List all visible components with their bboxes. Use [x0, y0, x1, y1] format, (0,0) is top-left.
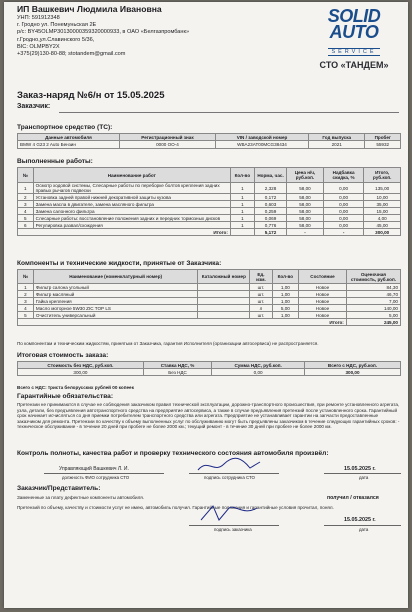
parts-cell: 7,00: [346, 298, 400, 305]
works-cell: 4,00: [364, 215, 401, 222]
control-date: 15.05.2025 г.: [344, 466, 376, 472]
parts-header: Оценочная стоимость, руб.коп.: [346, 270, 400, 284]
works-cell: 58,00: [287, 208, 324, 215]
works-cell: Установка задней правой нижней декоративной защиты кузова: [33, 194, 230, 201]
parts-total-row: [18, 319, 401, 326]
parts-cell: шт.: [250, 298, 272, 305]
logo-word-auto: AUTO: [329, 22, 379, 42]
customer-rep-title: Заказчик/Представитель:: [17, 485, 101, 492]
works-cell: 0,00: [323, 194, 364, 201]
works-cell: 1: [230, 215, 254, 222]
table-row: [18, 183, 401, 194]
works-cell: 0,00: [323, 222, 364, 229]
parts-header: Ед. изм.: [250, 270, 272, 284]
company-name: ИП Вашкевич Людмила Ивановна: [17, 4, 162, 14]
parts-section-title: Компоненты и технические жидкости, принятые от Заказчика:: [17, 260, 222, 267]
parts-cell: 1,00: [272, 298, 299, 305]
totals-table: [17, 361, 401, 376]
vehicle-year: 2021: [309, 141, 365, 149]
totals-vat-rate: Без НДС: [143, 369, 211, 376]
totals-vat-sum: 0,00: [212, 369, 305, 376]
works-total-dash: -: [323, 229, 364, 236]
works-cell: 10,00: [364, 194, 401, 201]
works-cell: 1: [230, 183, 254, 194]
works-cell: Замена салонного фильтра: [33, 208, 230, 215]
works-cell: 0,00: [323, 201, 364, 208]
parts-cell: шт.: [250, 291, 272, 298]
logo-word-service: SERVICE: [328, 48, 379, 56]
logo-caption: СТО «ТАНДЕМ»: [319, 60, 389, 70]
table-row: [18, 298, 401, 305]
parts-cell: 3: [18, 298, 34, 305]
totals-gross: 300,00: [305, 369, 401, 376]
works-header: Норма, час.: [254, 168, 286, 183]
table-row: [18, 208, 401, 215]
works-cell: 35,00: [364, 201, 401, 208]
works-cell: 1: [230, 201, 254, 208]
parts-cell: Масло моторное 5W30 ZIC TOP LS: [33, 305, 197, 312]
parts-cell: 2: [18, 291, 34, 298]
control-person-line: [44, 473, 164, 474]
table-row: [18, 291, 401, 298]
parts-cell: л: [250, 305, 272, 312]
customer-received-label: получил / отказался: [327, 495, 379, 501]
parts-header: Каталожный номер: [198, 270, 250, 284]
vehicle-header: Год выпуска: [309, 134, 365, 141]
table-row: [18, 201, 401, 208]
vehicle-header: Данные автомобиля: [18, 134, 120, 141]
vehicle-plate: 0000 ОО-4: [119, 141, 215, 149]
works-cell: 1: [230, 222, 254, 229]
control-person: Управляющий Вашкевич Л. И.: [59, 466, 129, 472]
control-date-caption: дата: [359, 475, 369, 480]
works-cell: 0,00: [323, 215, 364, 222]
works-total-label: Итого:: [18, 229, 231, 236]
works-cell: 5: [18, 215, 34, 222]
parts-header: №: [18, 270, 34, 284]
parts-cell: [198, 284, 250, 291]
company-line: г.Гродно,ул.Славинского 5/36,: [17, 36, 95, 43]
parts-cell: Новое: [299, 312, 347, 319]
parts-cell: 1,00: [272, 312, 299, 319]
parts-cell: [198, 305, 250, 312]
table-row: [18, 369, 401, 376]
order-title: Заказ-наряд №6/н от 15.05.2025: [17, 90, 165, 101]
works-cell: Замена масла в двигателе, замена масляного фильтра: [33, 201, 230, 208]
parts-cell: Фильтр салона угольный: [33, 284, 197, 291]
customer-sign-caption: подпись заказчика: [214, 527, 252, 532]
parts-cell: 84,30: [346, 284, 400, 291]
table-row: [18, 284, 401, 291]
totals-net: 300,00: [18, 369, 144, 376]
parts-cell: 4: [18, 305, 34, 312]
customer-line: [59, 112, 399, 113]
totals-section-title: Итоговая стоимость заказа:: [17, 352, 109, 359]
vehicle-vin: WBA23AT00MCG38434: [215, 141, 308, 149]
company-line: г. Гродно ул. Понемуньская 2Е: [17, 22, 97, 29]
parts-note: По компонентам и техническим жидкостям, принятым от Заказчика, гарантия Исполнителя (организации автосервиса) не распространяется.: [17, 341, 319, 346]
control-sign-caption: подпись сотрудника СТО: [204, 475, 255, 480]
works-total-hours: 5,172: [254, 229, 286, 236]
works-cell: 1: [18, 183, 34, 194]
works-cell: Слесарные работы: восстановление положения задних и передних тормозных дисков: [33, 215, 230, 222]
company-header: [17, 4, 247, 58]
works-cell: 58,00: [287, 222, 324, 229]
totals-words: Всего с НДС: триста белорусских рублей 00 копеек: [17, 385, 134, 390]
works-cell: 58,00: [287, 201, 324, 208]
company-line: BIC: OLMPBY2X: [17, 43, 60, 50]
warranty-text: Претензии не принимаются в случае не соблюдения заказчиком правил технической эксплуатации, дорожно-транспортного происшествия, при ремонте установленного агрегата, узла, детали, без предъявления автотранспортного средства на предприятие автосервиса, а также в случае предъявления претензий после установленного срока. Гарантийный срок начинает исчисляться со дня приемки потребителем транспортного средства или агрегата. Предприятие не устанавливает гарантии на запчасти предоставленные заказчиком для ремонта. Претензии по качеству к объему выполненных услуг по обслуживанию могут быть предъявлены заказчиком в течение следующих гарантийных сроков: - техническое обслуживание - в течение 20 дней при пробеге не более 2000 км.; текущий ремонт - в течение 30 дней при пробеге не более 2000 км.: [17, 402, 400, 430]
works-header: Цена н/ч, руб.коп.: [287, 168, 324, 183]
parts-total-sum: 245,00: [346, 319, 400, 326]
warranty-title: Гарантийные обязательства:: [17, 393, 114, 400]
works-cell: 2: [18, 194, 34, 201]
works-cell: 0,069: [254, 215, 286, 222]
vehicle-header: VIN / заводской номер: [215, 134, 308, 141]
table-row: [18, 305, 401, 312]
customer-signature: [199, 502, 259, 526]
table-row: [18, 312, 401, 319]
customer-date-caption: дата: [359, 527, 369, 532]
parts-cell: 5: [18, 312, 34, 319]
parts-cell: 140,00: [346, 305, 400, 312]
works-cell: 0,776: [254, 222, 286, 229]
parts-cell: 1: [18, 284, 34, 291]
totals-header: Сумма НДС, руб.коп.: [212, 362, 305, 369]
parts-total-label: Итого:: [18, 319, 347, 326]
parts-cell: Новое: [299, 305, 347, 312]
vehicle-header: Регистрационный знак: [119, 134, 215, 141]
works-cell: 6: [18, 222, 34, 229]
parts-cell: Очиститель универсальный: [33, 312, 197, 319]
vehicle-mileage: 55932: [365, 141, 401, 149]
table-row: [18, 222, 401, 229]
works-total-row: [18, 229, 401, 236]
parts-cell: шт.: [250, 284, 272, 291]
vehicle-header: Пробег: [365, 134, 401, 141]
totals-header: Ставка НДС, %: [143, 362, 211, 369]
parts-cell: 5,00: [272, 305, 299, 312]
works-header: Итого, руб.коп.: [364, 168, 401, 183]
works-cell: 45,00: [364, 222, 401, 229]
customer-rep-text2: Претензий по объему, качеству и стоимости услуг не имею, автомобиль получил. Гарантийные положения и гарантийные условия прочитал, понял.: [17, 505, 334, 510]
control-person-caption: должность ФИО сотрудника СТО: [62, 475, 130, 480]
works-cell: 0,00: [323, 183, 364, 194]
parts-header: Кол-во: [272, 270, 299, 284]
parts-cell: [198, 298, 250, 305]
works-cell: 0,00: [323, 208, 364, 215]
works-cell: 0,172: [254, 194, 286, 201]
logo-word-solid: SOLID: [327, 6, 381, 26]
totals-header: Всего с НДС, руб.коп.: [305, 362, 401, 369]
customer-rep-text1: Замененные за плату дефектные компоненты автомобиля.: [17, 495, 145, 500]
parts-cell: 1,00: [272, 291, 299, 298]
vehicle-model: BMW 4 G23 2 Auto Бензин: [18, 141, 120, 149]
order-document: [4, 2, 408, 608]
parts-cell: Фильтр масляный: [33, 291, 197, 298]
parts-header: Наименование (номенклатурный номер): [33, 270, 197, 284]
parts-cell: Новое: [299, 284, 347, 291]
works-table: [17, 167, 401, 236]
works-cell: 135,00: [364, 183, 401, 194]
customer-label: Заказчик:: [17, 103, 51, 110]
totals-header: Стоимость без НДС, руб.коп.: [18, 362, 144, 369]
works-header: №: [18, 168, 34, 183]
parts-cell: Новое: [299, 298, 347, 305]
works-cell: [230, 229, 254, 236]
works-header: Кол-во: [230, 168, 254, 183]
works-cell: 15,00: [364, 208, 401, 215]
works-section-title: Выполненные работы:: [17, 158, 93, 165]
works-cell: 2,328: [254, 183, 286, 194]
company-line: УНП: 591912348: [17, 15, 60, 21]
parts-cell: Гайка крепления: [33, 298, 197, 305]
works-cell: 3: [18, 201, 34, 208]
customer-date: 15.05.2025 г.: [344, 517, 376, 523]
company-line: р/с: BY45OLMP30130000359320000933, в ОАО «Белгазпромбанк»: [17, 29, 190, 36]
customer-date-line: [324, 525, 401, 526]
works-cell: Регулировка развал/схождения: [33, 222, 230, 229]
works-cell: 0,259: [254, 208, 286, 215]
works-cell: 1: [230, 208, 254, 215]
works-cell: 58,00: [287, 183, 324, 194]
parts-cell: [198, 291, 250, 298]
works-header: Надбавка скидка, %: [323, 168, 364, 183]
parts-cell: шт.: [250, 312, 272, 319]
vehicle-table: [17, 133, 401, 149]
parts-cell: Новое: [299, 291, 347, 298]
control-signature: [194, 454, 264, 476]
parts-cell: 1,00: [272, 284, 299, 291]
works-cell: 4: [18, 208, 34, 215]
control-title: Контроль полноты, качества работ и проверку технического состояния автомобиля произвёл:: [17, 450, 329, 457]
works-cell: 58,00: [287, 215, 324, 222]
works-cell: 0,603: [254, 201, 286, 208]
parts-cell: [198, 312, 250, 319]
works-total-sum: 300,00: [364, 229, 401, 236]
works-header: Наименование работ: [33, 168, 230, 183]
company-line: +375(29)130-80-88; stotandem@gmail.com: [17, 51, 126, 58]
works-cell: 1: [230, 194, 254, 201]
works-total-dash: -: [287, 229, 324, 236]
table-row: [18, 141, 401, 149]
parts-table: [17, 269, 401, 326]
works-cell: Осмотр ходовой системы, Слесарные работы по переборке болтов крепления задних правых рычагов подвески: [33, 183, 230, 194]
parts-header: Состояние: [299, 270, 347, 284]
control-date-line: [324, 473, 401, 474]
parts-cell: 46,70: [346, 291, 400, 298]
works-cell: 58,00: [287, 194, 324, 201]
company-logo: [304, 8, 404, 70]
table-row: [18, 215, 401, 222]
parts-cell: 5,00: [346, 312, 400, 319]
table-row: [18, 194, 401, 201]
vehicle-section-title: Транспортное средство (ТС):: [17, 124, 113, 131]
